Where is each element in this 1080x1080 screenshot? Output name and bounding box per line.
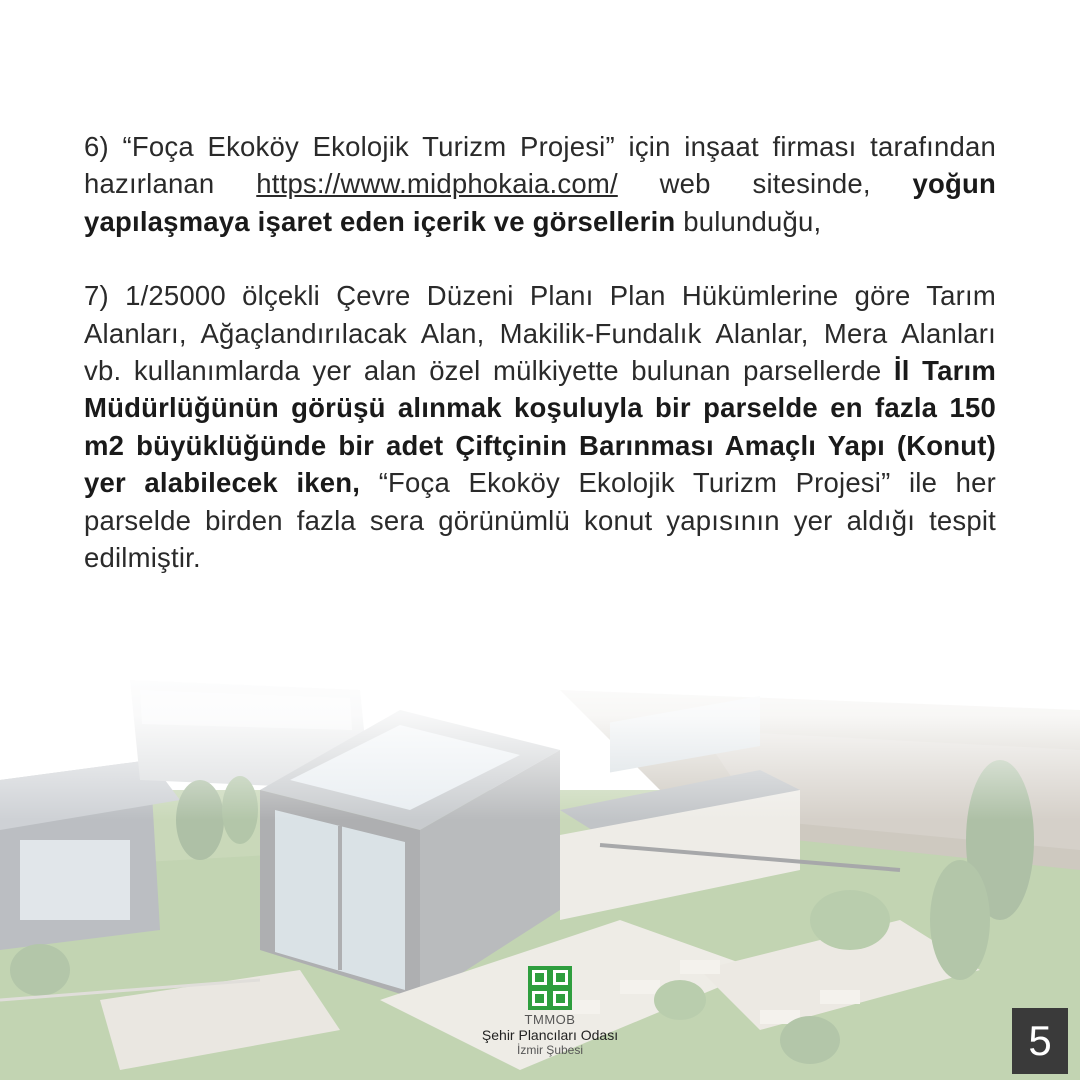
logo-chamber: Şehir Plancıları Odası <box>481 1027 619 1043</box>
paragraph-7 <box>84 277 996 576</box>
tmmob-logo <box>480 966 620 1076</box>
logo-branch: İzmir Şubesi <box>516 1043 584 1057</box>
spo-logo-icon <box>528 966 572 1010</box>
logo-org: TMMOB <box>524 1012 576 1027</box>
page-number-badge: 5 <box>1012 1008 1068 1074</box>
paragraph-6 <box>84 128 996 240</box>
body-text <box>84 128 996 576</box>
paragraph-6-bold: yoğun yapılaşmaya işaret eden içerik ve görsellerin <box>84 168 997 237</box>
paragraph-7-bold: İl Tarım Müdürlüğünün görüşü alınmak koşuluyla bir parselde en fazla 150 m2 büyüklüğünde bir adet Çiftçinin Barınması Amaçlı Yapı (Konut) yer alabilecek iken, <box>84 355 996 499</box>
paragraph-6-text-1: 6) “Foça Ekoköy Ekolojik Turizm Projesi” için inşaat firması tarafından hazırlanan <box>84 131 996 200</box>
paragraph-6-text-3: bulunduğu, <box>675 205 822 237</box>
paragraph-7-text-1: 7) 1/25000 ölçekli Çevre Düzeni Planı Plan Hükümlerine göre Tarım Alanları, Ağaçlandırılacak Alan, Makilik-Fundalık Alanlar, Mera Alanları vb. kullanımlarda yer alan özel mülkiyette bulunan parsellerde <box>84 280 996 387</box>
image-fade-overlay <box>0 660 1080 820</box>
website-link[interactable]: https://www.midphokaia.com/ <box>256 168 618 200</box>
paragraph-6-text-2: web sitesinde, <box>617 168 913 200</box>
paragraph-7-text-2: “Foça Ekoköy Ekolojik Turizm Projesi” ile her parselde birden fazla sera görünümlü konut yapısının yer aldığı tespit edilmiştir. <box>84 467 996 574</box>
